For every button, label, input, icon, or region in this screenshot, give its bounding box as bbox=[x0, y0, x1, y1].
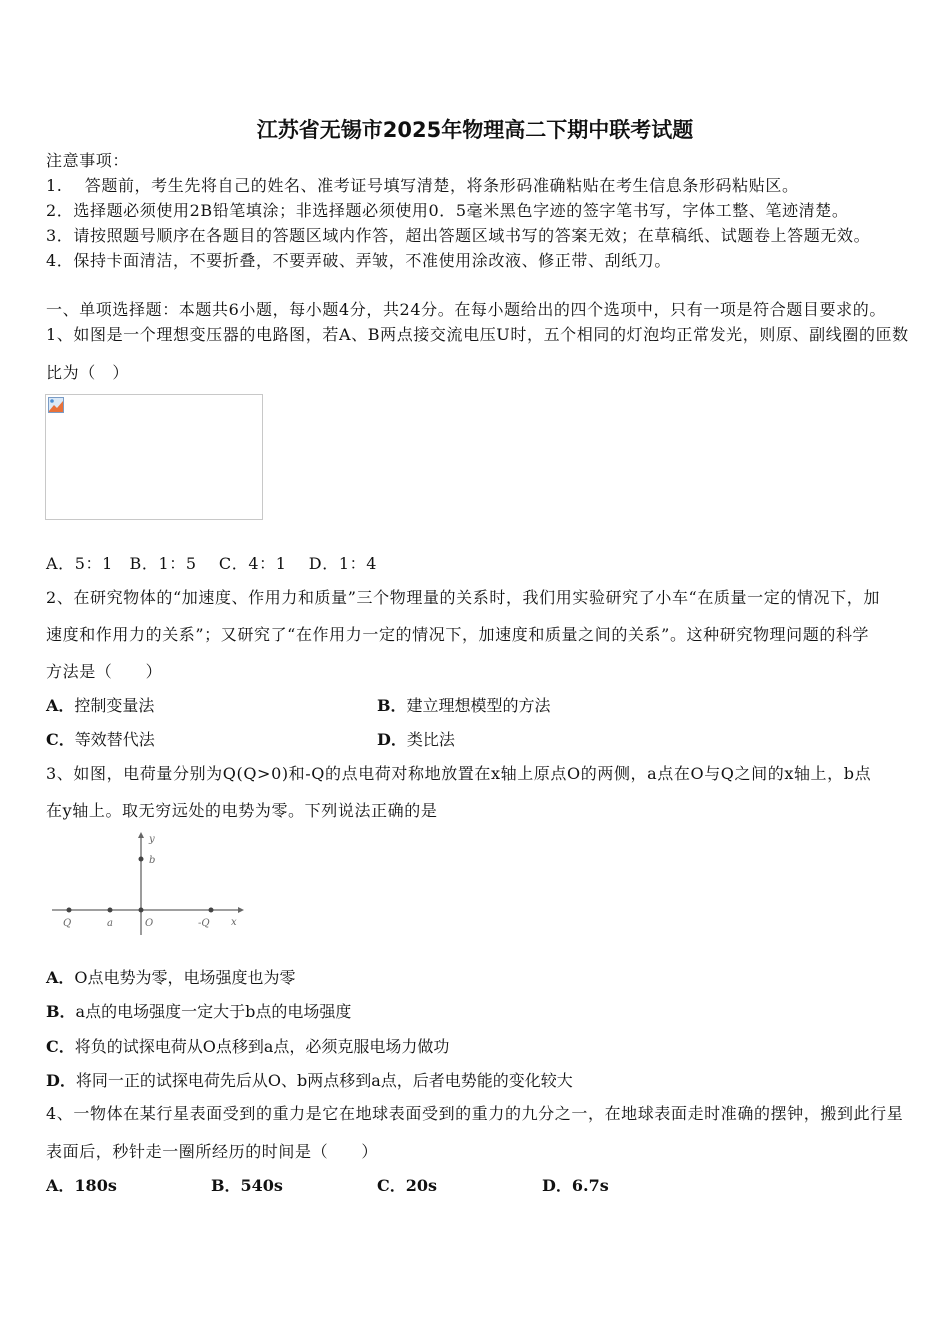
q2-text: 方法是（ ） bbox=[46, 662, 163, 681]
q4-option-a: A．180s bbox=[46, 1176, 117, 1195]
notice-heading: 注意事项： bbox=[46, 151, 130, 170]
q3-option-a: A．O点电势为零，电场强度也为零 bbox=[46, 968, 296, 987]
q4-option-b: B．540s bbox=[211, 1176, 283, 1195]
section-heading: 一、单项选择题：本题共6小题，每小题4分，共24分。在每小题给出的四个选项中，只有一项是符合题目要求的。 bbox=[46, 300, 886, 319]
label-y: y bbox=[149, 834, 155, 845]
q2-option-a: A．控制变量法 bbox=[46, 696, 155, 715]
label-a: a bbox=[107, 918, 113, 929]
charge-q-point bbox=[67, 908, 72, 913]
q2-text: 速度和作用力的关系”；又研究了“在作用力一定的情况下，加速度和质量之间的关系”。这种研究物理问题的科学 bbox=[46, 625, 870, 644]
q1-image-placeholder bbox=[45, 394, 263, 520]
charge-axis-diagram bbox=[46, 830, 246, 940]
q2-option-b: B．建立理想模型的方法 bbox=[377, 696, 551, 715]
broken-image-icon bbox=[48, 397, 64, 413]
notice-item: 1. 答题前，考生先将自己的姓名、准考证号填写清楚，将条形码准确粘贴在考生信息条形码粘贴区。 bbox=[46, 176, 799, 195]
notice-item: 3．请按照题号顺序在各题目的答题区域内作答，超出答题区域书写的答案无效；在草稿纸、试题卷上答题无效。 bbox=[46, 226, 871, 245]
q4-text: 表面后，秒针走一圈所经历的时间是（ ） bbox=[46, 1142, 379, 1161]
q4-text: 4、一物体在某行星表面受到的重力是它在地球表面受到的重力的九分之一，在地球表面走时准确的摆钟，搬到此行星 bbox=[46, 1104, 904, 1123]
q4-option-c: C．20s bbox=[377, 1176, 438, 1195]
notice-item: 2．选择题必须使用2B铅笔填涂；非选择题必须使用0．5毫米黑色字迹的签字笔书写，字体工整、笔迹清楚。 bbox=[46, 201, 849, 220]
origin-point bbox=[139, 908, 144, 913]
label-q: Q bbox=[63, 918, 72, 929]
q3-text: 在y轴上。取无穷远处的电势为零。下列说法正确的是 bbox=[46, 801, 438, 820]
q4-option-d: D．6.7s bbox=[542, 1176, 609, 1195]
q3-option-d: D．将同一正的试探电荷先后从O、b两点移到a点，后者电势能的变化较大 bbox=[46, 1071, 573, 1090]
q1-options: A．5：1 B．1：5 C．4：1 D．1：4 bbox=[46, 554, 377, 573]
q3-text: 3、如图，电荷量分别为Q(Q>0)和-Q的点电荷对称地放置在x轴上原点O的两侧，a点在O与Q之间的x轴上，b点 bbox=[46, 764, 872, 783]
point-a bbox=[108, 908, 113, 913]
page-title: 江苏省无锡市2025年物理高二下期中联考试题 bbox=[256, 118, 694, 142]
point-b bbox=[139, 857, 144, 862]
q1-text: 1、如图是一个理想变压器的电路图，若A、B两点接交流电压U时，五个相同的灯泡均正常发光，则原、副线圈的匝数 bbox=[46, 325, 909, 344]
q3-option-b: B．a点的电场强度一定大于b点的电场强度 bbox=[46, 1002, 352, 1021]
label-o: O bbox=[145, 918, 154, 929]
q2-text: 2、在研究物体的“加速度、作用力和质量”三个物理量的关系时，我们用实验研究了小车“在质量一定的情况下，加 bbox=[46, 588, 880, 607]
label-b: b bbox=[149, 855, 156, 866]
label-x: x bbox=[231, 917, 237, 928]
q2-option-c: C．等效替代法 bbox=[46, 730, 155, 749]
label-neg-q: -Q bbox=[198, 918, 210, 929]
charge-neg-q-point bbox=[209, 908, 214, 913]
q2-option-d: D．类比法 bbox=[377, 730, 455, 749]
q1-text: 比为（ ） bbox=[46, 363, 130, 382]
notice-item: 4．保持卡面清洁，不要折叠，不要弄破、弄皱，不准使用涂改液、修正带、刮纸刀。 bbox=[46, 251, 671, 270]
q3-option-c: C．将负的试探电荷从O点移到a点，必须克服电场力做功 bbox=[46, 1037, 450, 1056]
